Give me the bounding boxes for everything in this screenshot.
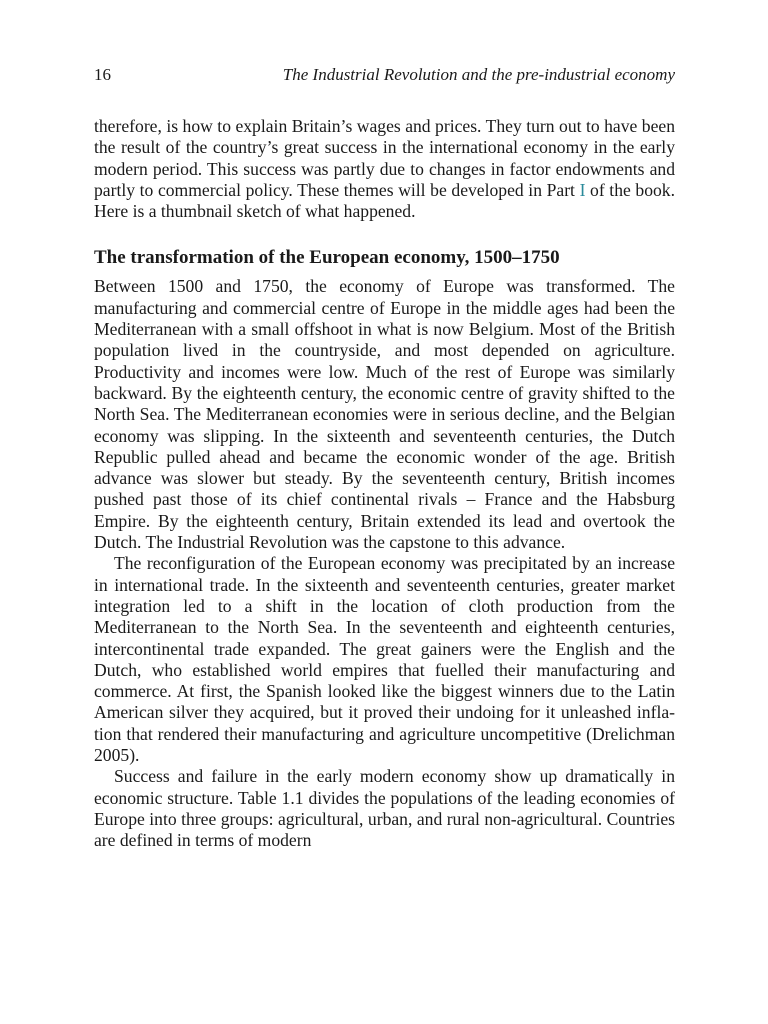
body-paragraph-3: Success and failure in the early modern economy show up dramatically in economic structure. Table 1.1 divides the populations of the leading economies of Europe into three groups: agricultural, urban, and rural non-agricultural. Countries are defined in terms of modern xyxy=(94,766,675,851)
intro-text-before: therefore, is how to explain Britain’s wages and prices. They turn out to have been the result of the country’s great success in the international economy in the early modern period. This success was partly due to changes in factor endowments and partly to commercial policy. These themes will be developed in Part xyxy=(94,116,675,200)
body-paragraph-1: Between 1500 and 1750, the economy of Europe was transformed. The manufacturing and commercial centre of Europe in the middle ages had been the Mediterranean with a small offshoot in what is now Belgium. Most of the British population lived in the countryside, and most depended on agriculture. Productivity and incomes were low. Much of the rest of Europe was similarly backward. By the eighteenth century, the economic centre of gravity shifted to the North Sea. The Mediterranean economies were in serious decline, and the Belgian economy was slipping. In the sixteenth and seventeenth centuries, the Dutch Republic pulled ahead and became the economic wonder of the age. British advance was slower but steady. By the seventeenth century, British incomes pushed past those of its chief continental rivals – France and the Habsburg Empire. By the eighteenth century, Britain extended its lead and overtook the Dutch. The Industrial Revolution was the capstone to this advance. xyxy=(94,276,675,553)
running-head xyxy=(94,64,675,88)
intro-text-after: of the book. Here is a thumbnail sketch of what happened. xyxy=(94,179,675,222)
intro-paragraph xyxy=(94,116,675,222)
body-paragraph-2: The reconfiguration of the European economy was precipitated by an increase in international trade. In the sixteenth and seventeenth centuries, greater market integration led to a shift in the location of cloth production from the Mediterranean to the North Sea. In the seventeenth and eighteenth centuries, intercontinental trade expanded. The great gainers were the English and the Dutch, who established world empires that fuelled their manufacturing and commerce. At first, the Spanish looked like the biggest winners due to the Latin American silver they acquired, but it proved their undoing for it unleashed inflation that rendered their manufacturing and agriculture uncompetitive (Drelichman 2005). xyxy=(94,553,675,766)
running-title: The Industrial Revolution and the pre-industrial economy xyxy=(282,65,675,84)
part-reference-link[interactable]: I xyxy=(579,179,586,200)
section-heading: The transformation of the European economy, 1500–1750 xyxy=(94,247,560,269)
page-number: 16 xyxy=(94,65,111,84)
book-page xyxy=(94,64,675,852)
